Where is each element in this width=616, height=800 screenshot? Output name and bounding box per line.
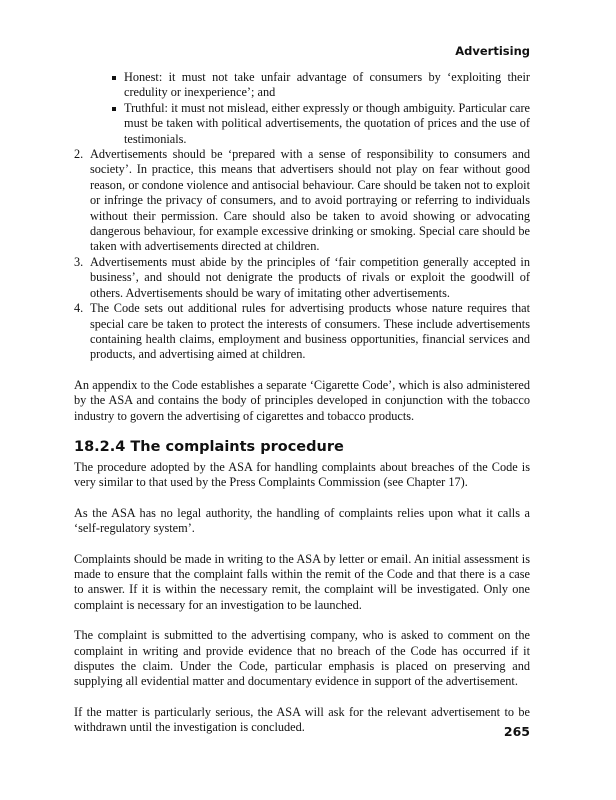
item-number: 4. <box>74 301 84 316</box>
item-text: The Code sets out additional rules for advertising products whose nature requires that special care be taken to protect the interests of consumers. These include advertisements containing health claims, employment and business opportunities, financial services and products, and advertising aimed at children. <box>90 301 530 362</box>
body-paragraph: The complaint is submitted to the advertising company, who is asked to comment on the complaint in writing and provide evidence that no breach of the Code has occurred if it disputes the claim. Under the Code, particular emphasis is placed on preserving and supplying all evidential matter and documentary evidence in support of the advertisement. <box>74 628 530 689</box>
item-text: Advertisements should be ‘prepared with a sense of responsibility to consumers and society’. In practice, this means that advertisers should not play on fear without good reason, or condone violence and antisocial behaviour. Care should be taken not to exploit or infringe the privacy of consumers, and to avoid portraying or referring to individuals without their permission. Care should also be taken to avoid showing or advocating dangerous behaviour, for example excessive drinking or smoking. Special care should be taken with advertisements directed at children. <box>90 147 530 254</box>
running-head: Advertising <box>455 44 530 58</box>
bullet-text: Honest: it must not take unfair advantage of consumers by ‘exploiting their credulity or inexperience’; and <box>124 70 530 100</box>
body-paragraph: If the matter is particularly serious, the ASA will ask for the relevant advertisement to be withdrawn until the investigation is concluded. <box>74 704 530 735</box>
item-number: 2. <box>74 147 84 162</box>
body-paragraph: The procedure adopted by the ASA for handling complaints about breaches of the Code is very similar to that used by the Press Complaints Commission (see Chapter 17). <box>74 459 530 490</box>
page-number: 265 <box>503 724 530 739</box>
bullet-text: Truthful: it must not mislead, either expressly or though ambiguity. Particular care must be taken with political advertisements, the quotation of prices and the use of testimonials. <box>124 100 530 146</box>
body-paragraph: As the ASA has no legal authority, the handling of complaints relies upon what it calls a ‘self-regulatory system’. <box>74 505 530 536</box>
bullet-item <box>74 70 530 101</box>
section-heading: 18.2.4 The complaints procedure <box>74 438 344 455</box>
numbered-item <box>74 301 530 363</box>
item-text: Advertisements must abide by the principles of ‘fair competition generally accepted in business’, and should not denigrate the products of rivals or exploit the goodwill of others. Advertisements should be wary of imitating other advertisements. <box>90 254 530 300</box>
numbered-list <box>74 147 530 363</box>
bullet-square-icon <box>112 76 116 80</box>
item-number: 3. <box>74 254 84 269</box>
bullet-list <box>74 70 530 147</box>
appendix-paragraph: An appendix to the Code establishes a separate ‘Cigarette Code’, which is also administered by the ASA and contains the body of principles developed in conjunction with the tobacco industry to govern the advertising of cigarettes and tobacco products. <box>74 377 530 423</box>
bullet-item <box>74 101 530 147</box>
numbered-item <box>74 147 530 255</box>
bullet-square-icon <box>112 107 116 111</box>
numbered-item <box>74 255 530 301</box>
page-body <box>74 70 530 736</box>
body-paragraph: Complaints should be made in writing to the ASA by letter or email. An initial assessment is made to ensure that the complaint falls within the remit of the Code and that there is a case to answer. If it is within the necessary remit, the complaint will be investigated. Only one complaint is necessary for an investigation to be launched. <box>74 551 530 612</box>
